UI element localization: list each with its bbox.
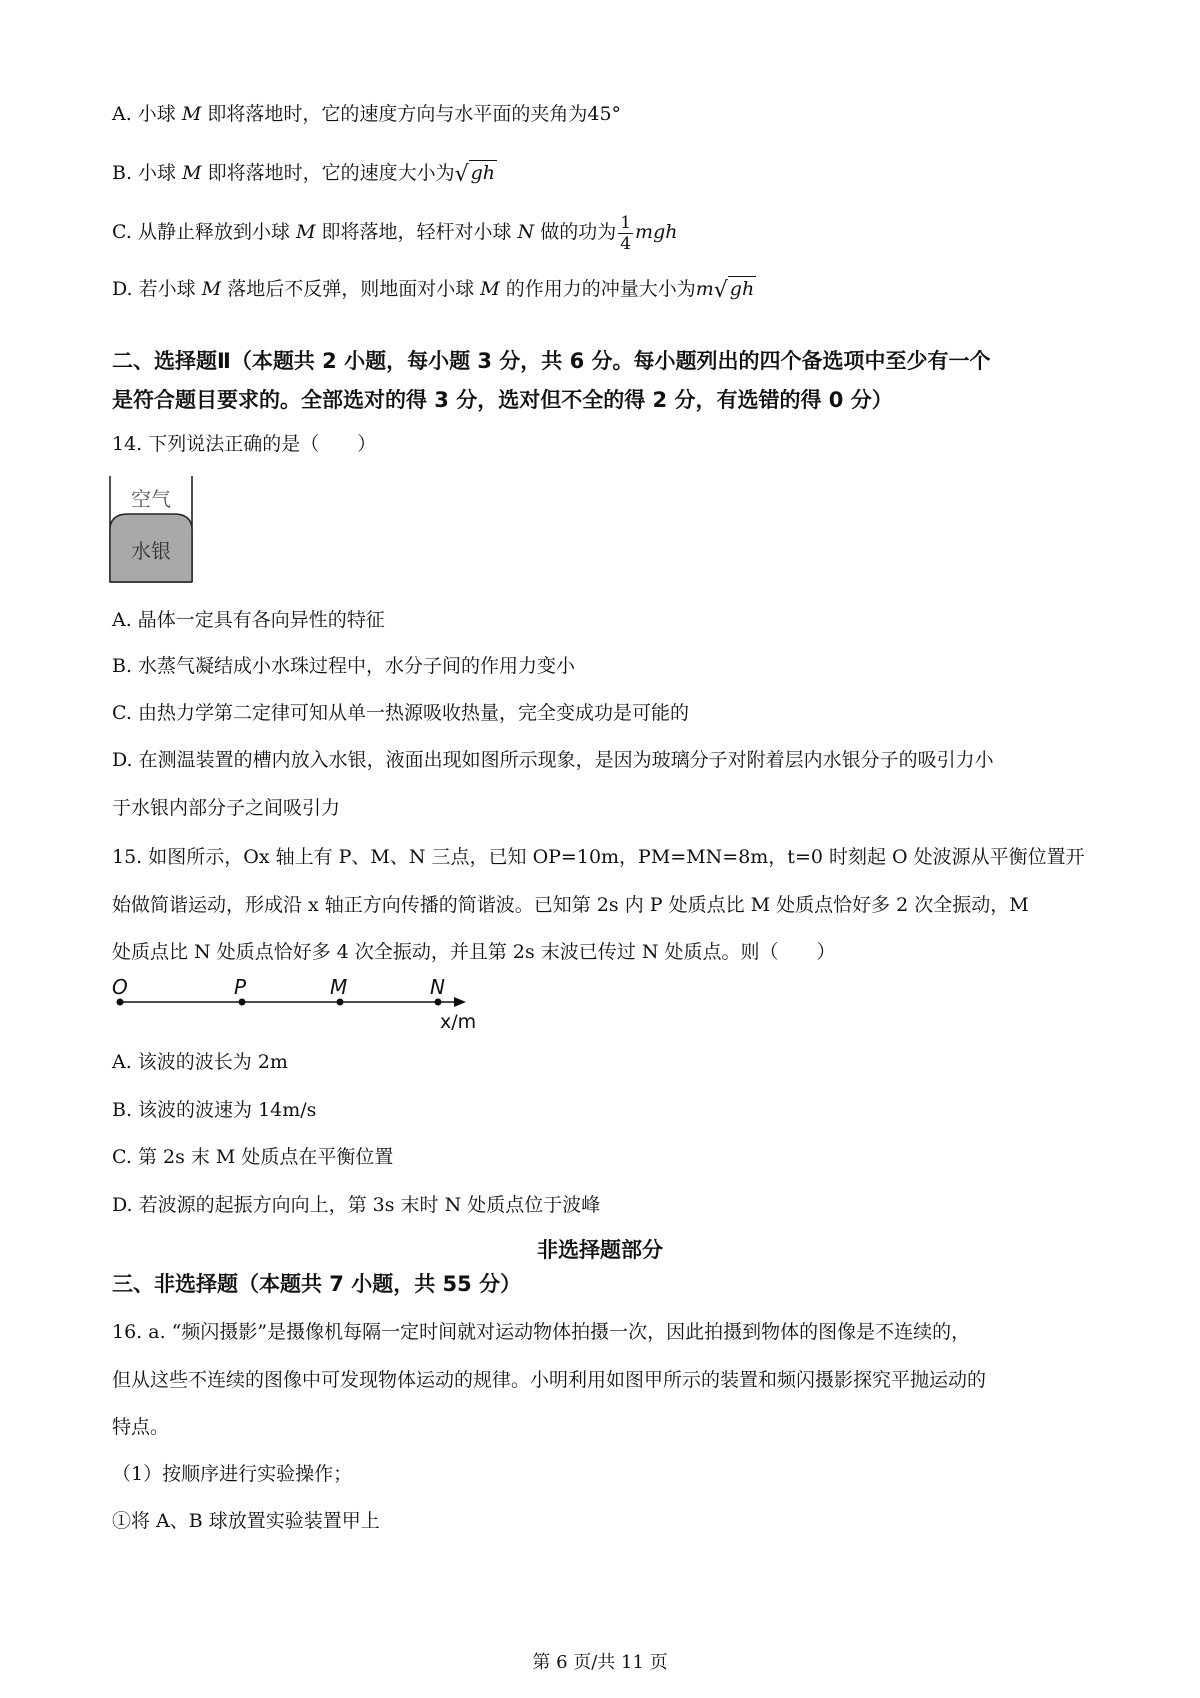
label-n: N — [430, 975, 445, 999]
fraction-denominator: 4 — [620, 233, 632, 254]
point-m — [337, 999, 344, 1006]
q13-c-post: 做的功为 — [534, 221, 617, 243]
part-title: 非选择题部分 — [537, 1238, 663, 1262]
section-2-heading-line2: 是符合题目要求的。全部选对的得 3 分，选对但不全的得 2 分，有选错的得 0 分） — [112, 388, 893, 412]
q14-option-d-line2: 于水银内部分子之间吸引力 — [112, 797, 341, 819]
q13-d-m: m — [695, 278, 714, 300]
q13-a-var: M — [181, 103, 202, 125]
q13-option-b — [112, 160, 497, 185]
label-o: O — [112, 975, 128, 999]
label-p: P — [234, 975, 247, 999]
q13-b-pre: B. 小球 — [112, 162, 183, 184]
fraction-numerator: 1 — [620, 212, 632, 233]
q13-c-fraction — [618, 213, 633, 254]
q15-stem-line3: 处质点比 N 处质点恰好多 4 次全振动，并且第 2s 末波已传过 N 处质点。则（ ） — [112, 941, 836, 963]
point-p — [239, 999, 246, 1006]
q13-d-var: M — [201, 278, 222, 300]
q13-c-tail: mgh — [635, 221, 678, 243]
point-o — [117, 999, 124, 1006]
q15-stem-line1: 15. 如图所示，Ox 轴上有 P、M、N 三点，已知 OP=10m，PM=MN=8m，t=0 时刻起 O 处波源从平衡位置开 — [112, 846, 1085, 868]
q14-mercury-figure — [108, 474, 200, 586]
q14-option-d-line1: D. 在测温装置的槽内放入水银，液面出现如图所示现象，是因为玻璃分子对附着层内水银分子的吸引力小 — [112, 749, 994, 771]
point-n — [435, 999, 442, 1006]
q13-a-post: 即将落地时，它的速度方向与水平面的夹角为45° — [201, 103, 622, 125]
q13-d-sqrt-content: gh — [729, 278, 755, 300]
q13-option-a — [112, 102, 621, 126]
q13-b-post: 即将落地时，它的速度大小为 — [201, 162, 455, 184]
q13-c-var: M — [295, 221, 316, 243]
q14-option-c: C. 由热力学第二定律可知从单一热源吸收热量，完全变成功是可能的 — [112, 702, 689, 724]
q15-option-b: B. 该波的波速为 14m/s — [112, 1099, 317, 1121]
q13-d-var2: M — [480, 278, 500, 300]
q13-b-var: M — [182, 162, 202, 184]
q16-line1: 16. a. “频闪摄影”是摄像机每隔一定时间就对运动物体拍摄一次，因此拍摄到物体的图像是不连续的， — [112, 1321, 971, 1343]
q13-d-pre: D. 若小球 — [112, 278, 202, 300]
q13-option-c — [112, 210, 677, 254]
q14-option-a: A. 晶体一定具有各向异性的特征 — [112, 609, 385, 631]
q14-stem: 14. 下列说法正确的是（ ） — [112, 433, 377, 455]
q15-option-d: D. 若波源的起振方向向上，第 3s 末时 N 处质点位于波峰 — [112, 1194, 601, 1216]
q16-line3: 特点。 — [112, 1416, 170, 1438]
q15-stem-line2: 始做简谐运动，形成沿 x 轴正方向传播的简谐波。已知第 2s 内 P 处质点比 M 处质点恰好多 2 次全振动，M — [112, 894, 1029, 916]
q16-step1: ①将 A、B 球放置实验装置甲上 — [112, 1510, 380, 1532]
q13-option-d — [112, 276, 756, 301]
label-m: M — [330, 975, 348, 999]
q13-d-sqrt: √ gh — [713, 278, 755, 303]
section-2-heading-line1: 二、选择题Ⅱ（本题共 2 小题，每小题 3 分，共 6 分。每小题列出的四个备选项中至少有一个 — [112, 349, 991, 373]
q16-line2: 但从这些不连续的图像中可发现物体运动的规律。小明利用如图甲所示的装置和频闪摄影探究平抛运动的 — [112, 1369, 987, 1391]
label-x-unit: x/m — [440, 1011, 477, 1033]
q13-a-pre: A. 小球 — [112, 103, 182, 125]
q14-option-b: B. 水蒸气凝结成小水珠过程中，水分子间的作用力变小 — [112, 655, 576, 677]
q13-c-mid: 即将落地，轻杆对小球 — [315, 221, 518, 243]
q15-option-c: C. 第 2s 末 M 处质点在平衡位置 — [112, 1146, 394, 1168]
q13-b-sqrt: √ gh — [454, 162, 496, 187]
q13-b-sqrt-content: gh — [470, 162, 496, 184]
section-3-heading: 三、非选择题（本题共 7 小题，共 55 分） — [112, 1272, 522, 1296]
x-axis-arrow — [454, 997, 466, 1007]
label-mercury: 水银 — [131, 539, 171, 563]
q13-d-mid: 落地后不反弹，则地面对小球 — [221, 278, 481, 300]
q15-axis-figure — [108, 972, 488, 1034]
q15-option-a: A. 该波的波长为 2m — [112, 1051, 288, 1073]
q16-step-title: （1）按顺序进行实验操作； — [112, 1463, 353, 1485]
q13-c-var2: N — [517, 221, 535, 243]
page-footer: 第 6 页/共 11 页 — [532, 1652, 668, 1673]
q13-c-pre: C. 从静止释放到小球 — [112, 221, 296, 243]
q13-d-post: 的作用力的冲量大小为 — [499, 278, 696, 300]
label-air: 空气 — [131, 487, 171, 511]
